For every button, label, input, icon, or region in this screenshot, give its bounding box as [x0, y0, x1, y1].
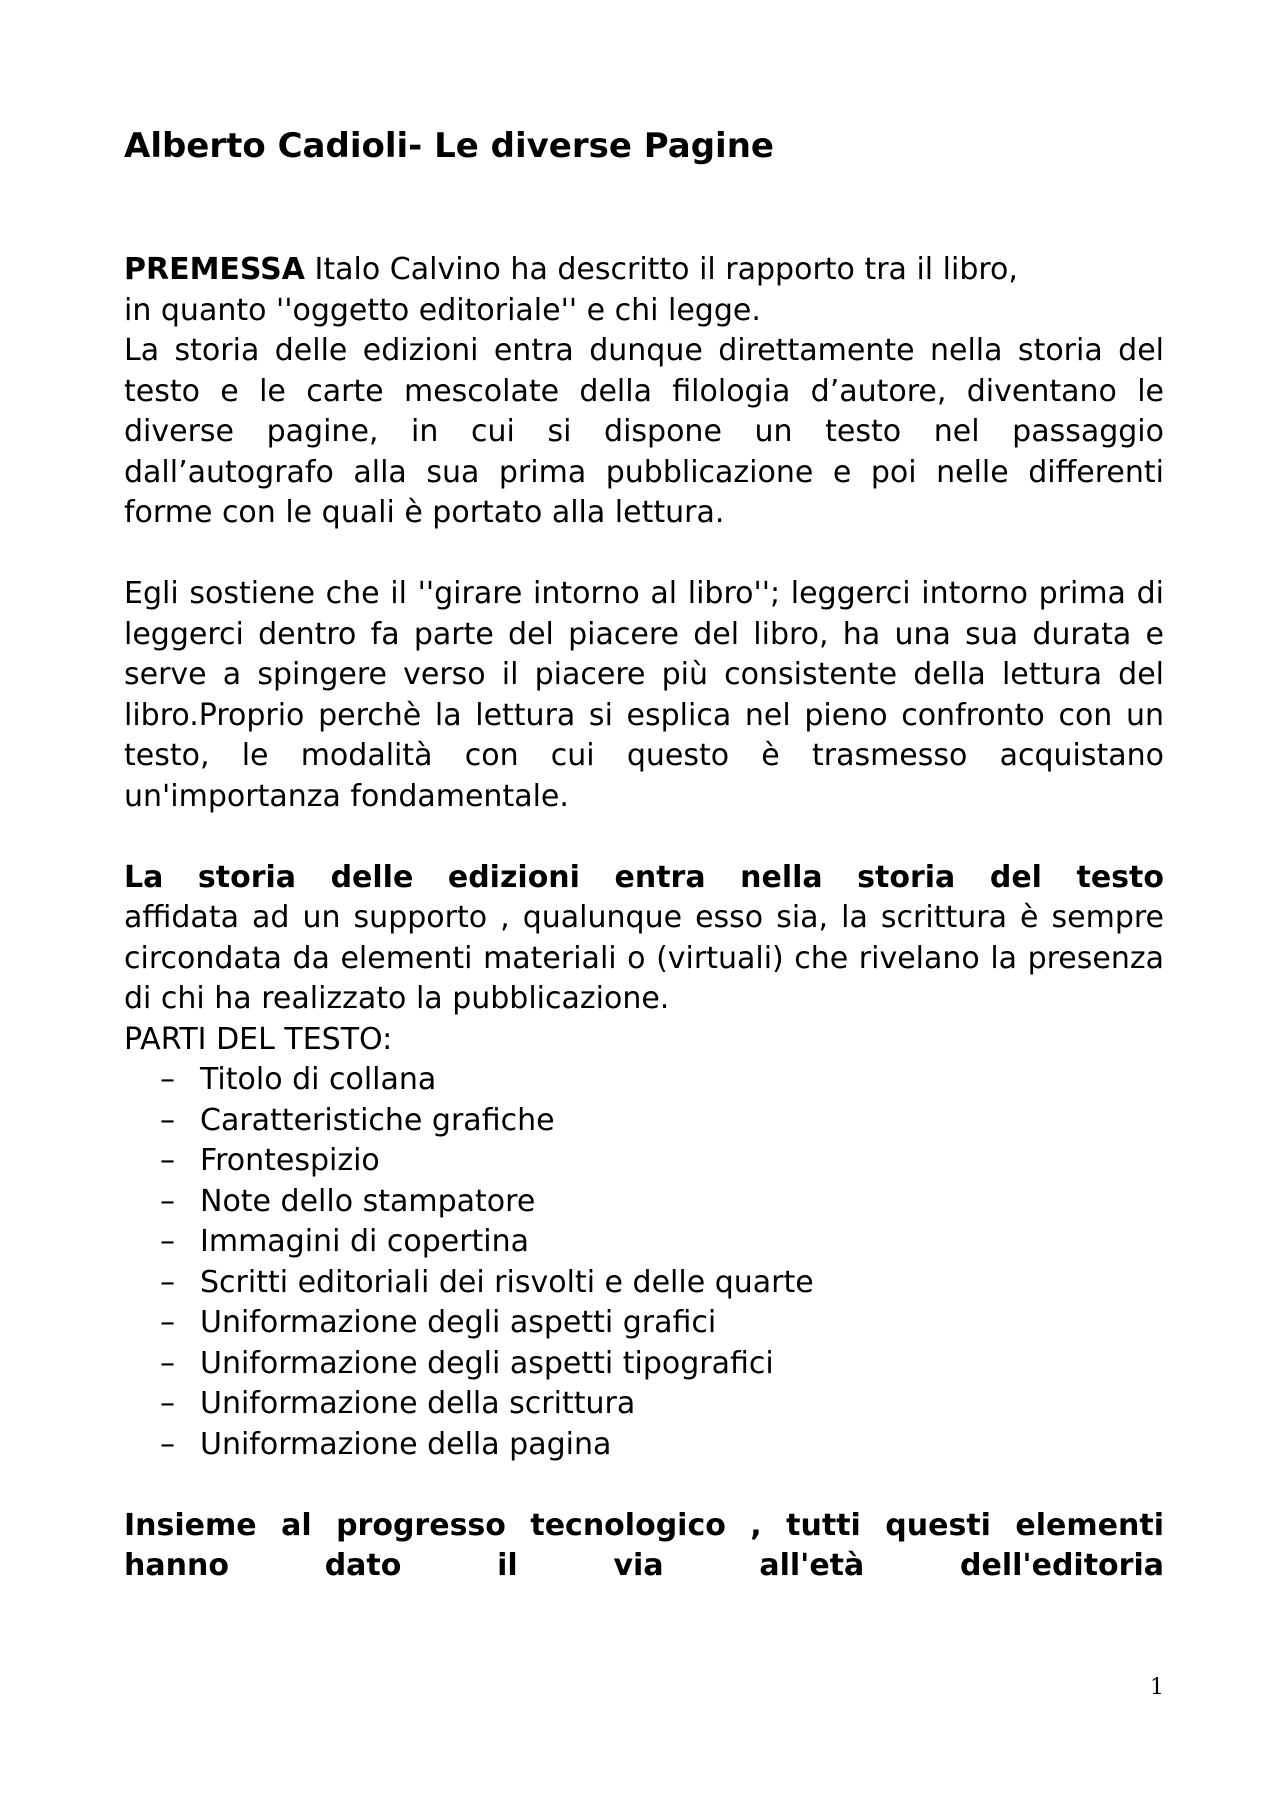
closing-paragraph-text: Insieme al progresso tecnologico , tutti questi elementi hanno dato il via all'età dell'editoria: [124, 1507, 1164, 1583]
list-item: [160, 1303, 1164, 1344]
list-item-text: Uniformazione degli aspetti grafici: [200, 1305, 717, 1340]
list-dash: –: [160, 1102, 175, 1138]
list-item-text: Caratteristiche grafiche: [200, 1102, 555, 1138]
list-item-text: Uniformazione della scrittura: [200, 1386, 636, 1421]
list-dash: –: [160, 1062, 175, 1097]
premessa-label: PREMESSA: [124, 252, 306, 287]
list-item-text: Uniformazione degli aspetti tipografici: [200, 1345, 774, 1381]
list-item: [160, 1425, 1164, 1466]
parts-list: [124, 1060, 1164, 1465]
list-item: [160, 1222, 1164, 1263]
document-page: [124, 120, 1164, 1587]
list-dash: –: [160, 1183, 175, 1219]
list-item-text: Uniformazione della pagina: [200, 1426, 612, 1462]
list-dash: –: [160, 1305, 175, 1340]
page-number: 1: [1150, 1675, 1164, 1700]
parts-label: PARTI DEL TESTO:: [124, 1021, 393, 1057]
premessa-second-line: in quanto ''oggetto editoriale'' e chi legge.: [124, 292, 761, 328]
list-item: [160, 1182, 1164, 1223]
list-item-text: Scritti editoriali dei risvolti e delle quarte: [200, 1264, 814, 1300]
paragraph-gap: [124, 1465, 1164, 1506]
section-heading: [124, 858, 1164, 899]
list-dash: –: [160, 1224, 175, 1259]
paragraph-gap: [124, 817, 1164, 858]
list-item-text: Note dello stampatore: [200, 1183, 536, 1219]
list-item-text: Titolo di collana: [200, 1062, 437, 1097]
list-item-text: Frontespizio: [200, 1143, 380, 1178]
premessa-first-line-text: Italo Calvino ha descritto il rapporto tra il libro,: [305, 252, 1018, 287]
paragraph-supporto: affidata ad un supporto , qualunque esso sia, la scrittura è sempre circondata da elementi materiali o (virtuali) che rivelano la presenza di chi ha realizzato la pubblicazione.: [124, 900, 1164, 1016]
list-dash: –: [160, 1386, 175, 1421]
document-title: Alberto Cadioli- Le diverse Pagine: [124, 126, 774, 166]
list-item: [160, 1344, 1164, 1385]
premessa-paragraph: La storia delle edizioni entra dunque direttamente nella storia del testo e le carte mescolate della filologia d’autore, diventano le diverse pagine, in cui si dispone un testo nel passaggio dall’autografo alla sua prima pubblicazione e poi nelle differenti forme con le quali è portato alla lettura.: [124, 333, 1164, 530]
paragraph-gap: [124, 534, 1164, 575]
list-dash: –: [160, 1426, 175, 1462]
list-item: [160, 1263, 1164, 1304]
list-dash: –: [160, 1345, 175, 1381]
list-item-text: Immagini di copertina: [200, 1224, 530, 1259]
list-item: [160, 1101, 1164, 1142]
paragraph-girare-intorno: Egli sostiene che il ''girare intorno al libro''; leggerci intorno prima di leggerci dentro fa parte del piacere del libro, ha una sua durata e serve a spingere verso il piacere più consistente della lettura del libro.Proprio perchè la lettura si esplica nel pieno confronto con un testo, le modalità con cui questo è trasmesso acquistano un'importanza fondamentale.: [124, 576, 1164, 814]
list-item: [160, 1384, 1164, 1425]
premessa-first-line: [124, 250, 1164, 291]
closing-paragraph: [124, 1506, 1164, 1587]
list-dash: –: [160, 1264, 175, 1300]
list-dash: –: [160, 1143, 175, 1178]
section-heading-text: La storia delle edizioni entra nella storia del testo: [124, 859, 1164, 895]
list-item: [160, 1141, 1164, 1182]
list-item: [160, 1060, 1164, 1101]
